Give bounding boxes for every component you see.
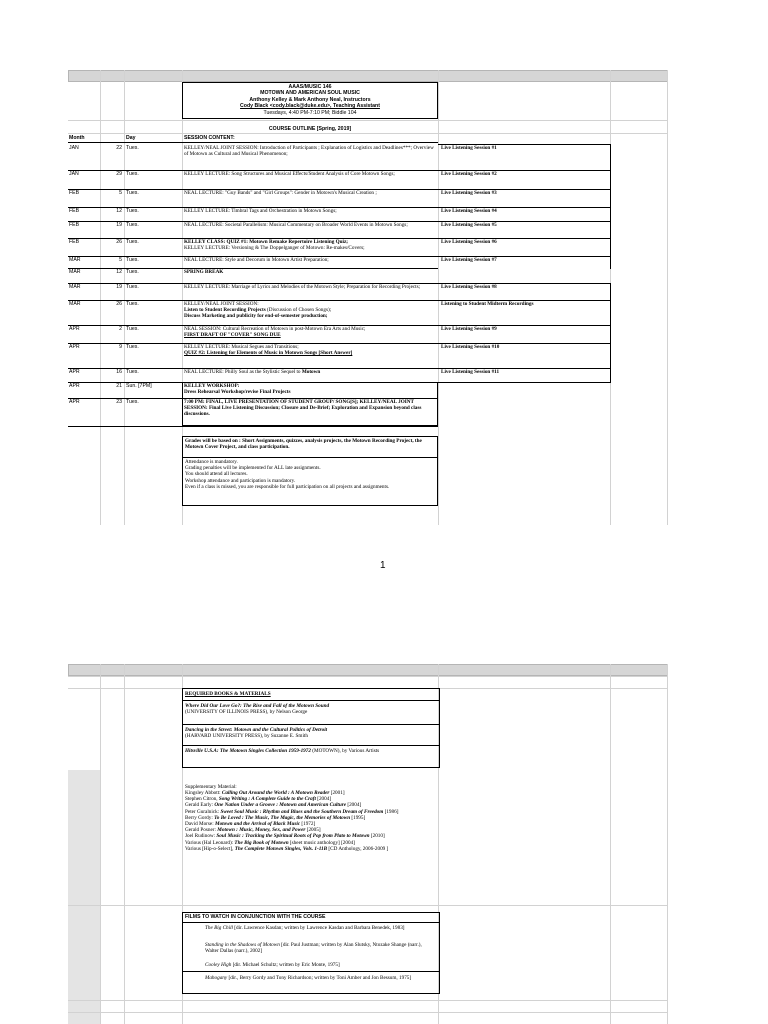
- row-day: 26: [116, 301, 122, 307]
- live-cell-border: [438, 170, 611, 190]
- spreadsheet-header-strip-1: [68, 70, 668, 82]
- row-content-bold-2: Dress Rehearsal Workshop/revise Final Projects: [184, 389, 291, 396]
- grid-line: [667, 70, 668, 525]
- row-month: APR: [69, 326, 80, 332]
- film-3-title: Cooley High: [205, 962, 232, 968]
- row-content-bold: SPRING BREAK: [184, 269, 224, 275]
- rule: [182, 745, 440, 746]
- row-weekday: Tues.: [126, 190, 139, 196]
- row-day: 2: [119, 326, 122, 332]
- row-content-text: KELLEY LECTURE: Marriage of Lyrics and Melodies of the Motown Style; Preparation for Recording Projects;: [184, 284, 421, 290]
- live-cell-border: [438, 238, 611, 257]
- book-3-title: Hitsville U.S.A: The Motown Singles Collection 1959-1972: [185, 748, 311, 754]
- policy-item: You should attend all lectures.: [185, 471, 248, 478]
- live-listening-label: Live Listening Session #5: [441, 222, 497, 228]
- row-weekday: Sun. [7PM]: [126, 383, 152, 389]
- live-cell-border: [438, 256, 611, 269]
- row-content-bold: QUIZ #2: Listening for Elements of Music in Motown Songs [Short Answer]: [184, 350, 353, 357]
- book-3: [185, 748, 435, 754]
- live-listening-label: Live Listening Session #4: [441, 208, 497, 214]
- row-day: 19: [116, 284, 122, 290]
- supplementary-list: [185, 790, 437, 852]
- row-content-bold: Listen to Student Recording Projects: [184, 307, 266, 314]
- live-listening-label: Listening to Student Midterm Recordings: [441, 301, 534, 307]
- teaching-assistant: Cody Black <cody.black@duke.edu>, Teaching Assistant: [240, 103, 380, 110]
- films-heading: FILMS TO WATCH IN CONJUNCTION WITH THE COURSE: [185, 914, 326, 920]
- live-cell-border: [438, 325, 611, 344]
- film-3-info: [dir. Michael Schultz; written by Eric Monte, 1975]: [231, 962, 340, 968]
- row-content-text: NEAL LECTURE: "Guy Bands" and "Girl Groups": Gender in Motown's Musical Creation ;: [184, 190, 377, 196]
- row-month: MAR: [69, 301, 81, 307]
- live-cell-border: [438, 144, 611, 171]
- row-day: 23: [116, 399, 122, 405]
- grid-line: [124, 70, 125, 525]
- row-weekday: Tues.: [126, 369, 139, 375]
- supp-author: Various (Hal Leonard):: [185, 839, 235, 846]
- live-listening-label: Live Listening Session #3: [441, 190, 497, 196]
- live-listening-label: Live Listening Session #9: [441, 326, 497, 332]
- supp-title: Calling Out Around the World : A Motown Reader: [221, 790, 330, 796]
- live-cell-border: [438, 283, 611, 301]
- supp-year: [CD Anthology, 2006-2009 ]: [327, 845, 389, 852]
- row-weekday: Tues.: [126, 399, 139, 405]
- row-content-tail: (Discussion of Chosen Songs);: [265, 307, 332, 314]
- film-3: [205, 962, 435, 968]
- live-listening-label: Live Listening Session #2: [441, 171, 497, 177]
- spreadsheet-header-strip-2: [68, 664, 668, 676]
- book-1-info: (UNIVERSITY OF ILLINOIS PRESS), by Nelson George: [185, 709, 308, 716]
- supp-year: [2004]: [315, 796, 332, 803]
- row-month: APR: [69, 344, 80, 350]
- live-listening-label: Live Listening Session #6: [441, 239, 497, 245]
- film-1-info: [dir. Lawrence Kasdan; written by Lawrence Kasdan and Barbara Benedek, 1983]: [232, 925, 405, 931]
- row-content-bold: KELLEY CLASS: QUIZ #1: Motown Remake Repertoire Listening Quiz;: [184, 239, 348, 245]
- supp-author: Kingsley Abbott:: [185, 790, 222, 796]
- supp-title: Soul Music : Tracking the Spiritual Roots of Pop from Plato to Motown: [216, 833, 370, 840]
- grid-line: [68, 905, 668, 906]
- row-weekday: Tues.: [126, 326, 139, 332]
- supp-author: Various [Hip-o-Select],: [185, 845, 235, 852]
- row-content-text: KELLEY LECTURE: Song Structures and Musical Effects/Student Analysis of Core Motown Songs;: [184, 171, 395, 177]
- grades-text: Grades will be based on : Short Assignments, quizzes, analysis projects, the Motown Recording Project, the Motown Cover Project, and class participation.: [185, 438, 422, 451]
- row-content: [184, 326, 434, 338]
- supp-title: Sweet Soul Music : Rhythm and Blues and the Southern Dream of Freedom: [220, 808, 384, 815]
- live-cell-border: [438, 221, 611, 239]
- row-content: [184, 171, 434, 177]
- film-2-title: Standing in the Shadows of Motown: [205, 942, 280, 948]
- month-header: Month: [69, 135, 85, 141]
- row-weekday: Tues.: [126, 257, 139, 263]
- row-content: [184, 269, 434, 275]
- grid-line: [610, 664, 611, 1024]
- supp-title: Song Writing : A Complete Guide to the Craft: [218, 796, 316, 803]
- row-content: [184, 344, 434, 356]
- row-weekday: Tues.: [126, 171, 139, 177]
- grid-line: [68, 120, 668, 121]
- live-listening-label: Live Listening Session #7: [441, 257, 497, 263]
- rule: [182, 922, 440, 923]
- page-number: 1: [380, 560, 386, 571]
- supp-year: [2001]: [329, 790, 345, 796]
- film-1-title: The Big Chill: [205, 925, 233, 931]
- row-day: 9: [119, 344, 122, 350]
- policy-item: Workshop attendance and participation is mandatory.: [185, 477, 296, 484]
- grid-line: [667, 664, 668, 1024]
- film-2: [205, 942, 435, 954]
- course-header: [182, 82, 438, 119]
- supp-author: Peter Guralnick:: [185, 808, 221, 815]
- grid-line: [68, 676, 668, 677]
- grid-line: [100, 70, 101, 525]
- row-rule: [68, 426, 438, 427]
- row-content: [184, 301, 434, 320]
- row-month: APR: [69, 383, 80, 389]
- book-2-info: (HARVARD UNIVERSITY PRESS), by Suzanne E. Smith: [185, 733, 308, 740]
- rule: [182, 724, 440, 725]
- row-content: [184, 145, 434, 157]
- meeting-info: Tuesdays, 4:40 PM-7:10 PM; Biddle 104: [263, 109, 357, 116]
- supplementary-heading: Supplementary Material:: [185, 784, 237, 790]
- row-day: 5: [119, 257, 122, 263]
- supp-title: One Nation Under a Groove : Motown and American Culture: [214, 802, 347, 809]
- book-1-title: Where Did Our Love Go?: The Rise and Fall of the Motown Sound: [185, 703, 330, 709]
- supplementary-item: [185, 846, 437, 852]
- rule: [182, 971, 440, 972]
- day-header: Day: [126, 135, 136, 141]
- live-listening-label: Live Listening Session #8: [441, 284, 497, 290]
- row-content-text: KELLEY/NEAL JOINT SESSION: Introduction of Participants ; Explanation of Logistics and Deadlines***; Overview of Motown as Cultural and Musical Phenomenon;: [184, 145, 434, 158]
- film-4-info: [dir., Berry Gordy and Tony Richardson; written by Toni Amber and Jon Bessum, 1975]: [227, 975, 412, 981]
- row-content-text: NEAL SESSION: Cultural Recreation of Motown in post-Motown Era Arts and Music;: [184, 326, 366, 332]
- row-content-text: KELLEY LECTURE: Versioning & The Doppelganger of Motown: Re-makes/Covers;: [184, 245, 365, 252]
- live-listening-label: Live Listening Session #1: [441, 145, 497, 151]
- supp-title: Motown and the Arrival of Black Music: [214, 821, 301, 828]
- row-month: APR: [69, 369, 80, 375]
- supp-author: Stephen Citron,: [185, 796, 219, 803]
- row-day: 21: [116, 383, 122, 389]
- policy-item: Grading penalties will be implemented for ALL late assignments.: [185, 465, 321, 472]
- supp-year: [sheet music anthology] [2004]: [288, 839, 355, 846]
- supp-year: [1972]: [300, 821, 316, 828]
- row-content: [184, 239, 434, 251]
- row-content-bold: FIRST DRAFT OF "COVER" SONG DUE: [184, 332, 281, 339]
- row-weekday: Tues.: [126, 145, 139, 151]
- supp-title: Motown : Music, Money, Sex, and Power: [217, 827, 306, 834]
- row-content: [184, 257, 434, 263]
- live-listening-label: Live Listening Session #10: [441, 344, 500, 350]
- row-month: JAN: [69, 145, 79, 151]
- supp-title: To Be Loved : The Music, The Magic, the Memories of Motown: [214, 814, 351, 821]
- course-code: AAAS/MUSIC 146: [288, 84, 332, 90]
- row-day: 12: [116, 208, 122, 214]
- supp-year: [1986]: [383, 808, 399, 815]
- row-month: FEB: [69, 208, 80, 214]
- row-weekday: Tues.: [126, 222, 139, 228]
- row-content-text: NEAL LECTURE: Philly Soul as the Stylistic Sequel to: [184, 369, 302, 375]
- row-content-bold: 7:00 PM: FINAL, LIVE PRESENTATION OF STUDENT GROUP/ SONG[S]; KELLEY/NEAL JOINT SESSION: Final Live Listening Discussion; Closure and De-Brief; Exploration and Expansion beyond class discussions.: [184, 399, 422, 418]
- supp-author: Joel Rudinow:: [185, 833, 217, 840]
- row-content-text: NEAL LECTURE: Societal Parallelism: Musical Commentary on Broader World Events in Motown Songs;: [184, 222, 408, 228]
- supp-author: David Morse:: [185, 821, 215, 828]
- supp-author: Gerald Early:: [185, 802, 215, 809]
- grid-line: [100, 664, 101, 1024]
- row-day: 16: [116, 369, 122, 375]
- row-weekday: Tues.: [126, 208, 139, 214]
- row-content-bold-2: Discuss Marketing and publicity for end-of-semester production;: [184, 313, 328, 320]
- row-gutter: [68, 770, 100, 1024]
- supp-title: The Big Book of Motown: [234, 839, 289, 846]
- row-content: [184, 222, 434, 228]
- supp-year: [2005]: [305, 827, 321, 834]
- row-month: APR: [69, 399, 80, 405]
- row-day: 26: [116, 239, 122, 245]
- row-month: FEB: [69, 239, 80, 245]
- supp-year: [2004]: [346, 802, 362, 809]
- instructors: Anthony Kelley & Mark Anthony Neal, Instructors: [249, 96, 371, 103]
- books-heading: REQUIRED BOOKS & MATERIALS: [185, 691, 271, 697]
- row-content-bold: Motown: [301, 369, 321, 375]
- grades-rule: [182, 457, 438, 458]
- supp-author: Gerald Posner:: [185, 827, 218, 834]
- row-month: MAR: [69, 257, 81, 263]
- book-1: [185, 703, 435, 715]
- policies-list: [185, 459, 435, 490]
- row-month: FEB: [69, 222, 80, 228]
- supp-year: [1995]: [350, 814, 366, 821]
- final-rows-frame: [182, 382, 438, 426]
- row-month: JAN: [69, 171, 79, 177]
- row-month: FEB: [69, 190, 80, 196]
- live-cell-border: [438, 189, 611, 208]
- row-day: 12: [116, 269, 122, 275]
- film-2-info: [dir. Paul Justman; written by Alan Slutsky, Ntozake Shange (narr.), Walter Dallas (narr.), 2002]: [205, 942, 422, 955]
- supp-year: [2010]: [369, 833, 385, 840]
- row-content: [184, 284, 434, 290]
- row-weekday: Tues.: [126, 239, 139, 245]
- grid-line: [68, 133, 668, 134]
- row-content-text: KELLEY LECTURE: Timbral Tags and Orchestration in Motown Songs;: [184, 208, 337, 214]
- row-month: MAR: [69, 284, 81, 290]
- live-cell-border: [438, 343, 611, 369]
- row-day: 22: [116, 145, 122, 151]
- row-content-bold: KELLEY WORKSHOP:: [184, 383, 240, 389]
- row-content-text: NEAL LECTURE: Style and Decorum in Motown Artist Preparation;: [184, 257, 329, 263]
- row-day: 19: [116, 222, 122, 228]
- live-listening-label: Live Listening Session #11: [441, 369, 500, 375]
- policy-item: Attendance is mandatory.: [185, 459, 238, 465]
- row-day: 29: [116, 171, 122, 177]
- live-cell-border: [438, 300, 611, 326]
- supp-title: The Complete Motown Singles, Vols. 1-11B: [234, 845, 328, 852]
- live-column-bottom: [438, 382, 610, 383]
- grid-line: [124, 664, 125, 1024]
- book-2-title: Dancing in the Street: Motown and the Cultural Politics of Detroit: [185, 727, 328, 733]
- film-4: [205, 975, 435, 981]
- header-rule: [68, 142, 438, 143]
- row-weekday: Tues.: [126, 284, 139, 290]
- book-2: [185, 727, 435, 739]
- session-header: SESSION CONTENT:: [184, 135, 235, 141]
- film-4-title: Mahogany: [205, 975, 228, 981]
- row-weekday: Tues.: [126, 301, 139, 307]
- row-month: MAR: [69, 269, 81, 275]
- film-1: [205, 925, 435, 931]
- supp-author: Berry Gordy:: [185, 814, 215, 821]
- live-cell-border: [438, 207, 611, 222]
- row-content: [184, 369, 434, 375]
- grid-line: [68, 1012, 668, 1013]
- course-outline-title: COURSE OUTLINE [Spring, 2019]: [268, 126, 352, 132]
- course-title: MOTOWN AND AMERICAN SOUL MUSIC: [260, 90, 360, 97]
- live-cell-border: [438, 368, 611, 383]
- row-day: 5: [119, 190, 122, 196]
- grid-line: [68, 1000, 668, 1001]
- row-weekday: Tues.: [126, 344, 139, 350]
- rule: [182, 700, 440, 701]
- row-content: [184, 190, 434, 196]
- book-3-info: (MOTOWN), by Various Artists: [310, 748, 380, 754]
- row-content-text: KELLEY LECTURE: Musical Segues and Transitions;: [184, 344, 299, 350]
- row-content: [184, 208, 434, 214]
- policy-item: Even if a class is missed, you are responsible for full participation on all projects and assignments.: [185, 483, 390, 490]
- row-content-text: KELLEY/NEAL JOINT SESSION:: [184, 301, 259, 307]
- row-weekday: Tues.: [126, 269, 139, 275]
